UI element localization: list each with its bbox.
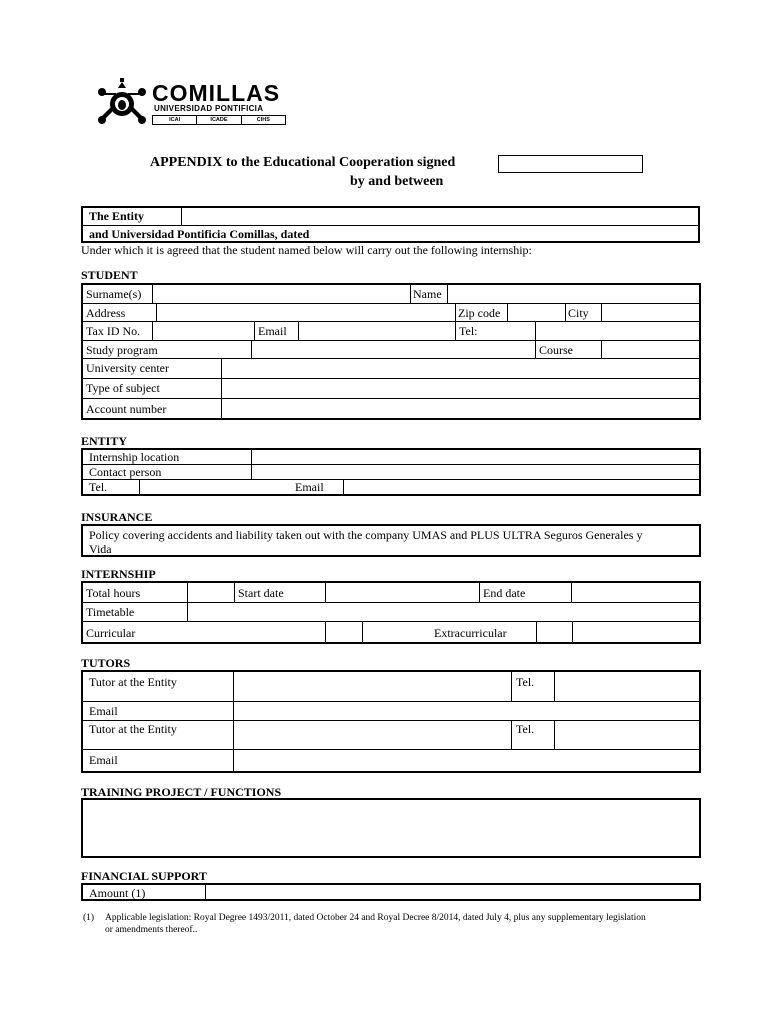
name-label: Name	[413, 287, 442, 301]
entity-tel-row	[83, 480, 699, 496]
school-label: CIHS	[241, 116, 285, 124]
school-label: ICAI	[169, 117, 181, 123]
entity-tel-field[interactable]	[139, 480, 251, 496]
email-field[interactable]	[298, 322, 455, 340]
start-field[interactable]	[325, 583, 479, 602]
start-label-cell	[234, 583, 325, 602]
entity-email-label: Email	[295, 480, 324, 494]
tutor1-email-row	[83, 702, 699, 721]
contact-row	[83, 465, 699, 480]
tutor1-tel-field[interactable]	[554, 672, 699, 701]
tutor2-label: Tutor at the Entity	[89, 722, 177, 736]
name-field[interactable]	[447, 285, 699, 303]
end-label-cell	[479, 583, 571, 602]
entity-field[interactable]	[181, 208, 698, 225]
footnote-line: Applicable legislation: Royal Degree 1493/2011, dated October 24 and Royal Decree 8/2014, dated July 4, plus any supplementary legislation	[105, 913, 646, 923]
hours-label: Total hours	[86, 586, 141, 600]
school-label: ICADE	[196, 116, 240, 124]
account-field[interactable]	[221, 399, 699, 420]
taxid-field[interactable]	[152, 322, 254, 340]
tutor2-email-row	[83, 750, 699, 773]
entity-heading: ENTITY	[81, 434, 128, 448]
university-row	[83, 226, 698, 243]
study-label: Study program	[86, 343, 158, 357]
insurance-text: Policy covering accidents and liability taken out with the company UMAS and PLUS ULTRA Seguros Generales y	[89, 528, 643, 542]
address-field[interactable]	[156, 304, 455, 321]
timetable-row	[83, 603, 699, 622]
training-field[interactable]	[81, 798, 701, 858]
course-label-cell	[535, 341, 601, 358]
entity-row	[83, 208, 698, 226]
logo-subtitle: UNIVERSIDAD PONTIFICIA	[154, 104, 264, 113]
contact-field[interactable]	[251, 465, 699, 479]
subject-field[interactable]	[221, 379, 699, 398]
contact-label: Contact person	[89, 465, 162, 479]
tel-label: Tel:	[459, 324, 478, 338]
address-row	[83, 304, 699, 322]
curricular-label: Curricular	[86, 626, 136, 640]
center-row	[83, 359, 699, 379]
subject-row	[83, 379, 699, 399]
training-heading: TRAINING PROJECT / FUNCTIONS	[81, 785, 282, 799]
extra-label-cell	[362, 622, 536, 644]
tutors-table	[81, 670, 701, 773]
zip-field[interactable]	[507, 304, 565, 321]
email-label: Email	[258, 324, 287, 338]
tutor2-tel-field[interactable]	[554, 721, 699, 749]
end-field[interactable]	[571, 583, 699, 602]
tel-label-cell	[455, 322, 535, 340]
tutor2-email-label: Email	[89, 753, 118, 767]
intro-text: Under which it is agreed that the student named below will carry out the following internship:	[81, 243, 532, 257]
tutor2-row	[83, 721, 699, 750]
taxid-label: Tax ID No.	[86, 324, 141, 338]
timetable-field[interactable]	[187, 603, 699, 621]
curricular-checkbox[interactable]	[325, 622, 362, 644]
study-field[interactable]	[251, 341, 535, 358]
entity-table	[81, 448, 701, 496]
center-field[interactable]	[221, 359, 699, 378]
taxid-row	[83, 322, 699, 341]
logo-wordmark: COMILLAS	[152, 80, 281, 106]
tutor1-tel-label: Tel.	[516, 675, 535, 689]
entity-email-field[interactable]	[343, 480, 699, 496]
tutor1-email-field[interactable]	[233, 702, 699, 720]
surname-row	[83, 285, 699, 304]
tel-field[interactable]	[535, 322, 699, 340]
tutors-heading: TUTORS	[81, 656, 131, 670]
tutor2-tel-label: Tel.	[516, 722, 535, 736]
footnote-marker: (1)	[83, 913, 95, 923]
entity-label: The Entity	[89, 209, 145, 223]
end-label: End date	[483, 586, 526, 600]
insurance-box	[81, 524, 701, 557]
tutor1-label: Tutor at the Entity	[89, 675, 177, 689]
tutor2-email-field[interactable]	[233, 750, 699, 773]
location-field[interactable]	[251, 450, 699, 464]
study-row	[83, 341, 699, 359]
student-table	[81, 283, 701, 420]
type-row	[83, 622, 699, 644]
extra-checkbox[interactable]	[536, 622, 572, 644]
hours-field[interactable]	[187, 583, 234, 602]
signed-date-field[interactable]	[498, 155, 643, 173]
financial-heading: FINANCIAL SUPPORT	[81, 869, 207, 883]
zip-label: Zip code	[458, 306, 501, 320]
internship-heading: INTERNSHIP	[81, 567, 156, 581]
student-heading: STUDENT	[81, 268, 138, 282]
extra-label: Extracurricular	[434, 626, 507, 640]
email-label-cell	[254, 322, 298, 340]
start-label: Start date	[238, 586, 284, 600]
hours-row	[83, 583, 699, 603]
address-label: Address	[86, 306, 126, 320]
tutor2-field[interactable]	[233, 721, 511, 749]
university-label: and Universidad Pontificia Comillas, dated	[89, 227, 310, 241]
surname-field[interactable]	[152, 285, 410, 303]
center-label: University center	[86, 361, 169, 375]
course-field[interactable]	[601, 341, 699, 358]
page-title: APPENDIX to the Educational Cooperation signed	[150, 155, 456, 170]
insurance-text-2: Vida	[89, 542, 112, 556]
tutor2-tel-cell	[511, 721, 554, 749]
surname-label: Surname(s)	[86, 287, 142, 301]
zip-label-cell	[455, 304, 507, 321]
entity-tel-label: Tel.	[89, 480, 108, 494]
footnote-text	[105, 912, 705, 936]
location-row	[83, 450, 699, 465]
account-row	[83, 399, 699, 420]
timetable-label: Timetable	[86, 605, 135, 619]
city-label-cell	[565, 304, 601, 321]
city-label: City	[568, 306, 589, 320]
logo-schools	[152, 115, 286, 125]
footnote-line-2: or amendments thereof..	[105, 925, 198, 935]
tutor1-email-label: Email	[89, 704, 118, 718]
name-cell	[410, 285, 699, 303]
comillas-logo	[96, 78, 296, 128]
extra-blank	[572, 622, 699, 644]
city-field[interactable]	[601, 304, 699, 321]
internship-table	[81, 581, 701, 644]
page-title-line2: by and between	[350, 174, 444, 189]
amount-label: Amount (1)	[89, 886, 146, 900]
tutor1-tel-cell	[511, 672, 554, 701]
course-label: Course	[539, 343, 573, 357]
financial-table	[81, 883, 701, 901]
crest-icon	[96, 78, 148, 126]
tutor1-field[interactable]	[233, 672, 511, 701]
account-label: Account number	[86, 402, 167, 416]
subject-label: Type of subject	[86, 381, 160, 395]
insurance-heading: INSURANCE	[81, 510, 153, 524]
parties-table	[81, 206, 700, 243]
amount-field[interactable]	[205, 885, 699, 899]
location-label: Internship location	[89, 450, 180, 464]
tutor1-row	[83, 672, 699, 702]
